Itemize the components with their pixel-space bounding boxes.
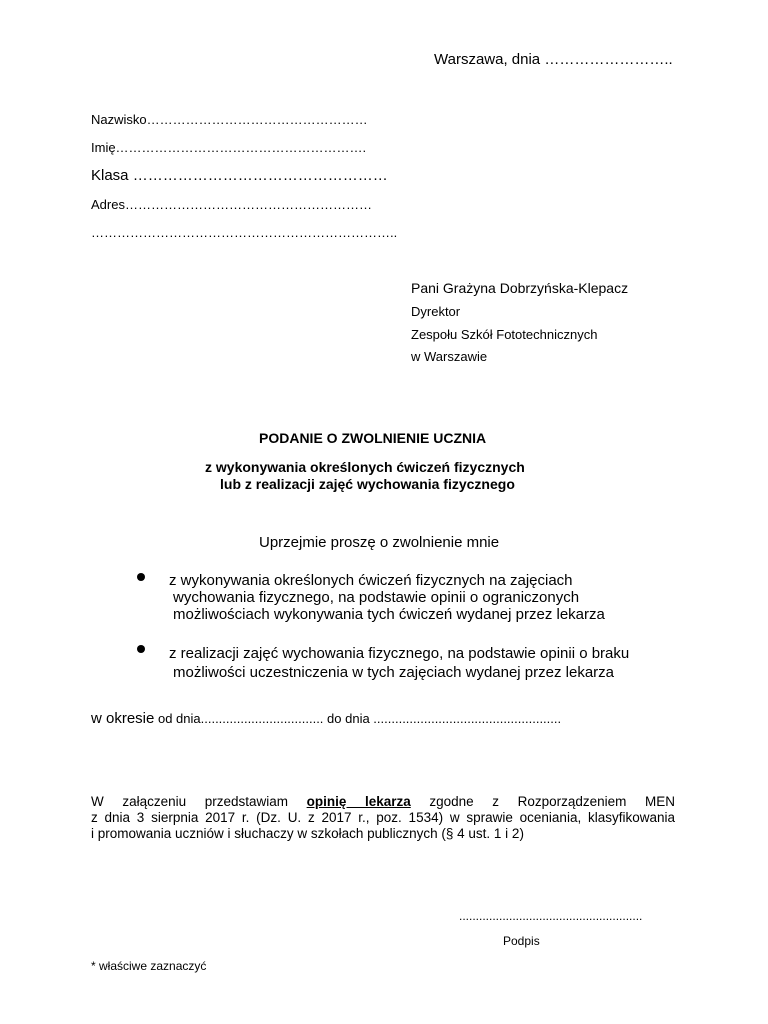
surname-field: Nazwisko…………………………………………… [91,112,368,127]
attachment-line-2: z dnia 3 sierpnia 2017 r. (Dz. U. z 2017 r., poz. 1534) w sprawie oceniania, klasyfikowania [91,810,675,825]
option-1-line-1: z wykonywania określonych ćwiczeń fizycznych na zajęciach [169,572,573,589]
bullet-icon [137,573,145,581]
document-subtitle-1: z wykonywania określonych ćwiczeń fizycznych [205,459,525,475]
period-dates: od dnia.................................. do dnia .................................................... [154,711,562,726]
attachment-line-1: W załączeniu przedstawiam opinię lekarza zgodne z Rozporządzeniem MEN [91,794,675,809]
recipient-name: Pani Grażyna Dobrzyńska-Klepacz [411,280,629,296]
address-field: Adres………………………………………………… [91,197,372,212]
recipient-title: Dyrektor [411,304,461,319]
recipient-city: w Warszawie [411,349,488,364]
place-date: Warszawa, dnia …………………….. [434,51,673,68]
attachment-paragraph [91,794,675,842]
period-line [91,710,561,728]
bullet-icon [137,645,145,653]
option-1-line-2: wychowania fizycznego, na podstawie opinii o ograniczonych [173,589,580,606]
footnote: * właściwe zaznaczyć [91,959,207,973]
request-text: Uprzejmie proszę o zwolnienie mnie [259,534,500,551]
document-title: PODANIE O ZWOLNIENIE UCZNIA [259,430,487,446]
option-2-line-2: możliwości uczestniczenia w tych zajęciach wydanej przez lekarza [173,664,615,681]
period-label: w okresie [91,710,155,727]
option-2-line-1: z realizacji zajęć wychowania fizycznego, na podstawie opinii o braku [169,645,630,662]
attachment-line-3: i promowania uczniów i słuchaczy w szkołach publicznych (§ 4 ust. 1 i 2) [91,826,524,841]
document-subtitle-2: lub z realizacji zajęć wychowania fizycznego [220,476,515,492]
first-name-field: Imię…………………………………………………. [91,140,367,155]
class-field: Klasa …………………………………………… [91,167,388,184]
recipient-school: Zespołu Szkół Fototechnicznych [411,327,598,342]
option-1-line-3: możliwościach wykonywania tych ćwiczeń wydanej przez lekarza [173,606,605,623]
signature-label: Podpis [503,934,540,948]
signature-line: ....................................................... [459,909,643,923]
doctor-opinion-emphasis: opinię lekarza [306,794,411,809]
address-continuation: …………………………………………………………….. [91,225,398,240]
